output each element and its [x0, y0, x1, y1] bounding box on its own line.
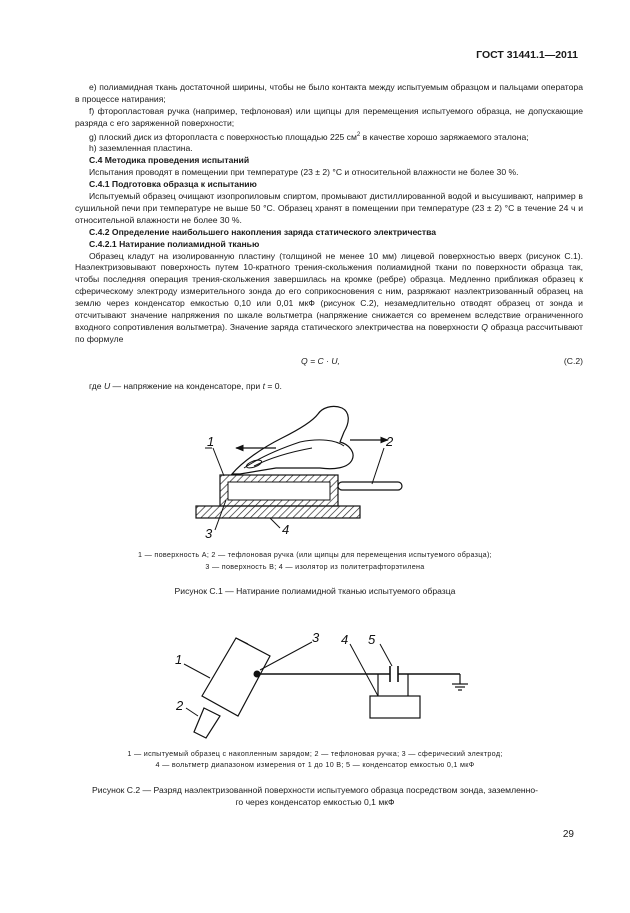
charged-sample [202, 638, 270, 716]
formula-where-clause: где U — напряжение на конденсаторе, при t = 0. [89, 381, 282, 391]
list-item-f: f) фторопластовая ручка (например, тефлоновая) или щипцы для перемещения испытуемого образца, не допускающие разряда с его заряженной поверхности; [75, 105, 583, 128]
fig1-label-2: 2 [386, 434, 394, 449]
fig1-label-3: 3 [205, 526, 213, 541]
page-number: 29 [562, 829, 574, 840]
sample-inner [228, 482, 330, 500]
formula-number: (С.2) [563, 356, 583, 366]
figure-c1-legend-line1: 1 — поверхность А; 2 — тефлоновая ручка (или щипцы для перемещения испытуемого образца); [138, 550, 492, 559]
teflon-handle [338, 482, 402, 490]
insulator-plate [196, 506, 360, 518]
fig2-label-5: 5 [368, 632, 376, 647]
section-c41-text: Испытуемый образец очищают изопропиловым спиртом, промывают дистиллированной водой и высушивают, например в сушильной печи при температуре не выше 50 °С. Образец хранят в помещении при температуре (23 ± 2) °С в течение 24 ч и относительной влажности не более 30 %. [75, 191, 583, 225]
section-c421-text: Образец кладут на изолированную пластину (толщиной не менее 10 мм) лицевой поверхностью вверх (рисунок С.1). Наэлектризовывают поверхность путем 10-кратного трения-скольжения полиамидной ткани по поверхности образца так, чтобы последняя операция трения-скольжения завершилась на кромке (ребре) образца. Медленно приближая образец к сферическому электроду измерительного зонда до его соприкосновения с ним, разряжают наэлектризованный образец на землю через конденсатор емкостью 0,10 или 0,01 мкФ (рисунок С.2), незамедлительно отводят образец от зонда и отсчитывают значение напряжения по шкале вольтметра (напряжение снижается со временем вследствие ограниченного входного сопротивления вольтметра). Значение заряда статического электричества на поверхности Q образца рассчитывают по формуле [75, 250, 583, 344]
figure-c1-legend-line2: 3 — поверхность В; 4 — изолятор из политетрафторэтилена [205, 562, 425, 571]
body-text [75, 82, 583, 346]
fig2-label-2: 2 [176, 698, 184, 713]
formula-c2 [75, 356, 583, 368]
fig2-label-4: 4 [341, 632, 349, 647]
list-item-h: h) заземленная пластина. [89, 143, 193, 154]
section-c421-title: С.4.2.1 Натирание полиамидной тканью [89, 238, 260, 249]
figure-c1-caption: Рисунок С.1 — Натирание полиамидной тканью испытуемого образца [174, 586, 456, 596]
section-c41-title: С.4.1 Подготовка образца к испытанию [89, 179, 257, 190]
list-item-e: е) полиамидная ткань достаточной ширины, чтобы не было контакта между испытуемым образцом и пальцами оператора в процессе натирания; [75, 82, 583, 104]
section-c4-text: Испытания проводят в помещении при температуре (23 ± 2) °С и относительной влажности не более 30 %. [89, 167, 519, 178]
fig2-label-3: 3 [312, 630, 320, 645]
section-c42-title: С.4.2 Определение наибольшего накопления заряда статического электричества [89, 226, 437, 237]
figure-c1-diagram [0, 400, 630, 545]
figure-c2-legend-line1: 1 — испытуемый образец с накопленным зарядом; 2 — тефлоновая ручка; 3 — сферический электрод; [127, 749, 503, 758]
figure-c2-caption-line2: го через конденсатор емкостью 0,1 мкФ [235, 797, 395, 807]
fig1-label-4: 4 [282, 522, 290, 537]
formula-expression: Q = C · U, [301, 356, 340, 366]
section-c4-title: С.4 Методика проведения испытаний [89, 155, 250, 166]
figure-c2-caption-line1: Рисунок С.2 — Разряд наэлектризованной поверхности испытуемого образца посредством зонда, заземленно- [91, 785, 539, 795]
figure-c2-diagram [0, 620, 630, 745]
list-item-g: g) плоский диск из фторопласта с поверхностью площадью 225 $см^2$ в качестве хорошо заряжаемого эталона; [89, 131, 529, 142]
voltmeter [370, 696, 420, 718]
figure-c2-legend-line2: 4 — вольтметр диапазоном измерения от 1 до 10 В; 5 — конденсатор емкостью 0,1 мкФ [155, 760, 475, 769]
fig1-label-1: 1 [207, 434, 215, 449]
standard-header: ГОСТ 31441.1—2011 [476, 49, 578, 61]
fig2-label-1: 1 [175, 652, 183, 667]
teflon-handle-2 [194, 708, 220, 738]
spherical-electrode [254, 671, 261, 678]
